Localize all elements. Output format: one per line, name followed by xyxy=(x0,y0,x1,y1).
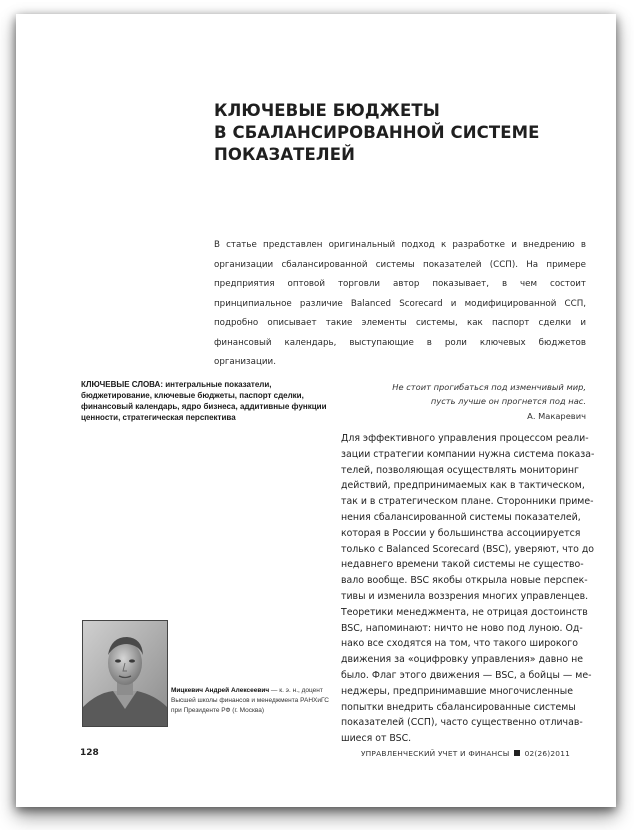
epigraph-line: пусть лучше он прогнется под нас. xyxy=(430,396,586,406)
title-line: ПОКАЗАТЕЛЕЙ xyxy=(214,145,355,164)
epigraph-line: Не стоит прогибаться под изменчивый мир, xyxy=(392,382,586,392)
body-line: тивы и изменила воззрения многих управленцев. xyxy=(341,590,589,602)
body-line: Для эффективного управления процессом реали- xyxy=(341,433,589,444)
body-line: так и в стратегическом плане. Сторонники приме- xyxy=(341,496,594,508)
body-line: BSC, напоминают: ничто не ново под луною. Од- xyxy=(341,622,583,634)
keywords: КЛЮЧЕВЫЕ СЛОВА: интегральные показатели, бюджетирование, ключевые бюджеты, паспорт сделки, финансовый календарь, ядро бизнеса, аддитивные функции ценности, стратегическая перспектива xyxy=(81,380,327,422)
page-number: 128 xyxy=(80,748,99,758)
author-caption xyxy=(171,686,333,716)
journal-page xyxy=(16,14,616,807)
square-bullet-icon xyxy=(514,750,520,756)
body-line: попытки внедрить сбалансированные системы xyxy=(341,701,576,713)
body-line: только с Balanced Scorecard (BSC), уверяют, что до xyxy=(341,543,595,555)
journal-footer xyxy=(361,749,570,758)
body-line: вало вообще. BSC якобы открыла новые перспек- xyxy=(341,575,588,587)
body-line: недавнего времени такой системы не существо- xyxy=(341,559,584,571)
body-line: показателей (ССП), часто существенно отличав- xyxy=(341,717,583,729)
title-line: В СБАЛАНСИРОВАННОЙ СИСТЕМЕ xyxy=(214,123,540,142)
body-line: нако все сходятся на том, что такого широкого xyxy=(341,638,578,650)
body-line: неджеры, предпринимавшие многочисленные xyxy=(341,685,573,697)
author-portrait xyxy=(82,620,168,727)
body-line: движения за «оцифровку управления» давно не xyxy=(341,654,583,666)
body-line: было. Флаг этого движения — BSC, а бойцы — ме- xyxy=(341,669,592,681)
article-title xyxy=(214,100,540,166)
title-line: КЛЮЧЕВЫЕ БЮДЖЕТЫ xyxy=(214,101,440,120)
epigraph xyxy=(346,380,586,424)
body-line: шиеся от BSC. xyxy=(341,733,412,745)
author-name: Мицкевич Андрей Алексеевич xyxy=(171,687,270,694)
body-line: действий, предпринимаемых как в тактическом, xyxy=(341,480,585,492)
article-abstract: В статье представлен оригинальный подход к разработке и внедрению в организации сбалансированной системы показателей (ССП). На примере предприятия оптовой торговли автор показывает, в чем состоит принципиальное различие Balanced Scorecard и модифицированной ССП, подробно описывает такие элементы системы, как паспорт сделки и финансовый календарь, выступающие в роли ключевых бюджетов организации. xyxy=(214,240,586,367)
body-line: Теоретики менеджмента, не отрицая достоинств xyxy=(341,606,588,618)
body-line: нения сбалансированной системы показателей, xyxy=(341,511,581,523)
article-body xyxy=(341,431,595,747)
journal-name: УПРАВЛЕНЧЕСКИЙ УЧЕТ И ФИНАНСЫ xyxy=(360,749,510,758)
author-details: — к. э. н., доцент Высшей школы финансов и менеджмента РАНХиГС при Президенте РФ (г. Москва) xyxy=(171,687,329,714)
body-line: зации стратегии компании нужна система показа- xyxy=(341,448,595,460)
journal-issue: 02(26)2011 xyxy=(524,749,570,758)
body-line: телей, позволяющая осуществлять мониторинг xyxy=(341,464,579,476)
author-photo xyxy=(83,621,167,726)
body-line: которая в России у большинства ассоциируется xyxy=(341,527,581,539)
epigraph-author: А. Макаревич xyxy=(527,411,586,421)
